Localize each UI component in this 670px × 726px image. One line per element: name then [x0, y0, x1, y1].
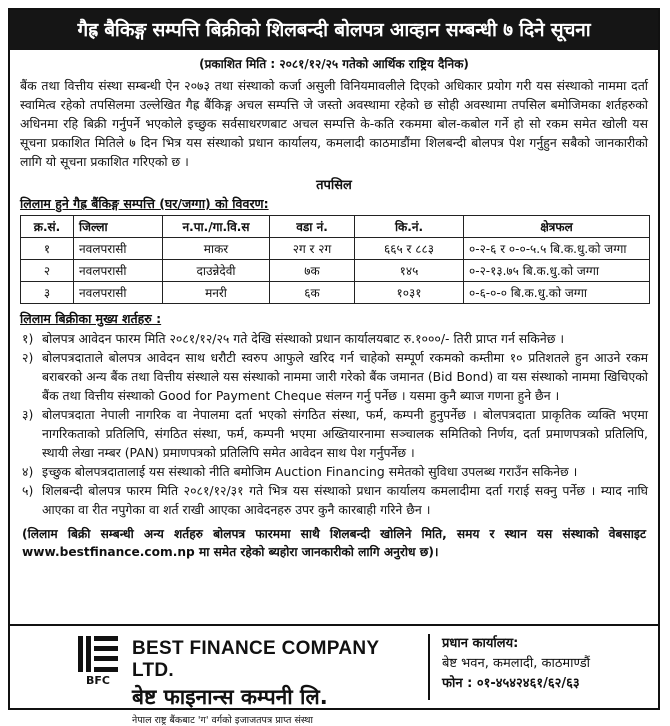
logo-text: BFC — [86, 674, 110, 687]
footer — [10, 624, 658, 726]
notice-title: गैह्र बैकिङ्ग सम्पत्ति बिक्रीको शिलबन्दी बोलपत्र आव्हान सम्बन्धी ७ दिने सूचना — [10, 10, 658, 50]
office-block — [428, 634, 658, 700]
cell-kitta: ६६५ र ८८३ — [355, 238, 464, 260]
cell-sn: २ — [21, 260, 74, 282]
cell-area: ०-६-०-० बि.क.धु.को जग्गा — [464, 282, 650, 304]
term-item — [22, 481, 648, 519]
term-text: बोलपत्रदाता नेपाली नागरिक वा नेपालमा दर्ता भएको संगठित संस्था, फर्म, कम्पनी हुनुपर्नेछ । बोलपत्रदाता प्राकृतिक व्यक्ति भएमा नागरिकताको प्रतिलिपि, संगठित संस्था, फर्म, कम्पनी भएमा अख्तियारनामा सञ्चालक समितिको निर्णय, दर्ता प्रमाणपत्रको प्रतिलिपि, स्थायी लेखा नम्बर (PAN) प्रमाणपत्रको प्रतिलिपि समेत आवेदन साथ पेश गर्नुपर्नेछ । — [42, 407, 648, 460]
bfc-logo-icon — [78, 636, 118, 672]
cell-district: नवलपरासी — [74, 260, 163, 282]
published-date: (प्रकाशित मिति : २०८१/१२/२५ गतेको आर्थिक राष्ट्रिय दैनिक) — [199, 57, 469, 71]
col-ward: वडा नं. — [270, 216, 355, 238]
cell-sn: ३ — [21, 282, 74, 304]
company-block — [132, 638, 422, 726]
col-sn: क्र.सं. — [21, 216, 74, 238]
cell-municipality: माकर — [163, 238, 270, 260]
col-municipality: न.पा./गा.वि.स — [163, 216, 270, 238]
tapasil-heading: तपसिल — [316, 178, 352, 193]
cell-municipality: मनरी — [163, 282, 270, 304]
term-text: शिलबन्दी बोलपत्र फारम मिति २०८१/१२/३१ गते भित्र यस संस्थाको प्रधान कार्यालय कमलादीमा दर्ता गराई सक्नु पर्नेछ । म्याद नाघि आएका वा रीत नपुगेका वा शर्त राखी आएका आवेदनहरु उपर कुनै कारबाही गरिने छैन । — [42, 483, 648, 517]
term-item — [22, 405, 648, 462]
col-area: क्षेत्रफल — [464, 216, 650, 238]
table-row — [21, 282, 650, 304]
company-name-en: BEST FINANCE COMPANY LTD. — [132, 638, 380, 681]
property-table — [20, 215, 650, 304]
term-number: १) — [22, 331, 34, 346]
property-heading: लिलाम हुने गैह्र बैंकिङ्ग सम्पत्ति (घर/जग्गा) को विवरण: — [20, 196, 269, 211]
cell-kitta: १४५ — [355, 260, 464, 282]
term-item — [22, 348, 648, 405]
cell-area: ०-२-१३.७५ बि.क.धु.को जग्गा — [464, 260, 650, 282]
office-address: बेष्ट भवन, कमलादी, काठमाण्डौं — [442, 656, 591, 671]
terms-heading: लिलाम बिक्रीका मुख्य शर्तहरु : — [20, 311, 162, 326]
license-text: नेपाल राष्ट्र बैंकबाट 'ग' वर्गको इजाजतपत्र प्राप्त संस्था — [132, 715, 313, 726]
col-district: जिल्ला — [74, 216, 163, 238]
table-row — [21, 260, 650, 282]
term-item — [22, 462, 648, 481]
cell-area: ०-२-६ र ०-०-५.५ बि.क.धु.को जग्गा — [464, 238, 650, 260]
intro-paragraph: बैंक तथा वित्तीय संस्था सम्बन्धी ऐन २०७३ तथा संस्थाको कर्जा असुली विनियमावलीले दिएको अधिकार प्रयोग गरी यस संस्थाको नाममा दर्ता स्वामित्व रहेको तपसिलमा उल्लेखित गैह्र बैंकिङ्ग अचल सम्पत्ति जे जस्तो अवस्थामा रहेको छ सोही अवस्थामा तपसिल बमोजिमका शर्तहरुको अधिनमा रहि बिक्री गर्नुपर्ने भएकोले इच्छुक सर्वसाधरणबाट अचल सम्पत्ति के-कति रकममा बोल-कबोल गर्ने हो सो रकम समेत खोली यस सूचना प्रकाशित मितिले ७ दिन भित्र यस संस्थाको प्रधान कार्यालय, कमलादी काठमाडौंमा शिलबन्दी बोलपत्र पेश गर्नुहुन सबैको जानकारीको लागि यो सूचना प्रकाशित गरिएको छ । — [20, 78, 648, 169]
term-item — [22, 329, 648, 348]
notice-frame — [8, 8, 660, 726]
closing-note: (लिलाम बिक्री सम्बन्धी अन्य शर्तहरु बोलपत्र फारममा साथै शिलबन्दी खोलिने मिति, समय र स्थान यस संस्थाको वेबसाइट www.bestfinance.com.np मा समेत रहेको ब्यहोरा जानकारीको लागि अनुरोध छ)। — [22, 527, 646, 559]
table-header-row — [21, 216, 650, 238]
cell-ward: ७क — [270, 260, 355, 282]
term-text: बोलपत्र आवेदन फारम मिति २०८१/१२/२५ गते देखि संस्थाको प्रधान कार्यालयबाट रु.१०००/- तिरी प्राप्त गर्न सकिनेछ । — [42, 331, 565, 346]
cell-kitta: १०३१ — [355, 282, 464, 304]
company-name-np: बेष्ट फाइनान्स कम्पनी लि. — [132, 685, 328, 709]
term-text: इच्छुक बोलपत्रदातालाई यस संस्थाको नीति बमोजिम Auction Financing समेतको सुविधा उपलब्ध गराउँन सकिनेछ । — [42, 464, 578, 479]
company-logo — [74, 636, 122, 688]
term-number: ४) — [22, 464, 34, 479]
term-number: २) — [22, 350, 34, 365]
cell-sn: १ — [21, 238, 74, 260]
col-kitta: कि.नं. — [355, 216, 464, 238]
office-phone: फोन : ०१-४५४२४६१/६२/६३ — [442, 676, 580, 691]
cell-ward: २ग र २ग — [270, 238, 355, 260]
table-row — [21, 238, 650, 260]
cell-district: नवलपरासी — [74, 282, 163, 304]
term-number: ५) — [22, 483, 34, 498]
term-text: बोलपत्रदाताले बोलपत्र आवेदन साथ धरौटी स्वरुप आफुले खरिद गर्न चाहेको सम्पूर्ण रकमको कम्तीमा १० प्रतिशतले हुन आउने रकम बराबरको अन्य बैंक तथा वित्तीय संस्थाले यस संस्थाको नाममा जारी गरेको बैंक जमानत (Bid Bond) वा यस संस्थाको नाममा खिचिएको बैंक तथा वित्तीय संस्थाको Good for Payment Cheque संलग्न गर्नु पर्नेछ । यसमा कुनै ब्याज गणना हुने छैन । — [42, 350, 648, 403]
term-number: ३) — [22, 407, 34, 422]
cell-district: नवलपरासी — [74, 238, 163, 260]
cell-municipality: दाउन्नेदेवी — [163, 260, 270, 282]
cell-ward: ६क — [270, 282, 355, 304]
office-heading: प्रधान कार्यालय: — [442, 636, 519, 651]
